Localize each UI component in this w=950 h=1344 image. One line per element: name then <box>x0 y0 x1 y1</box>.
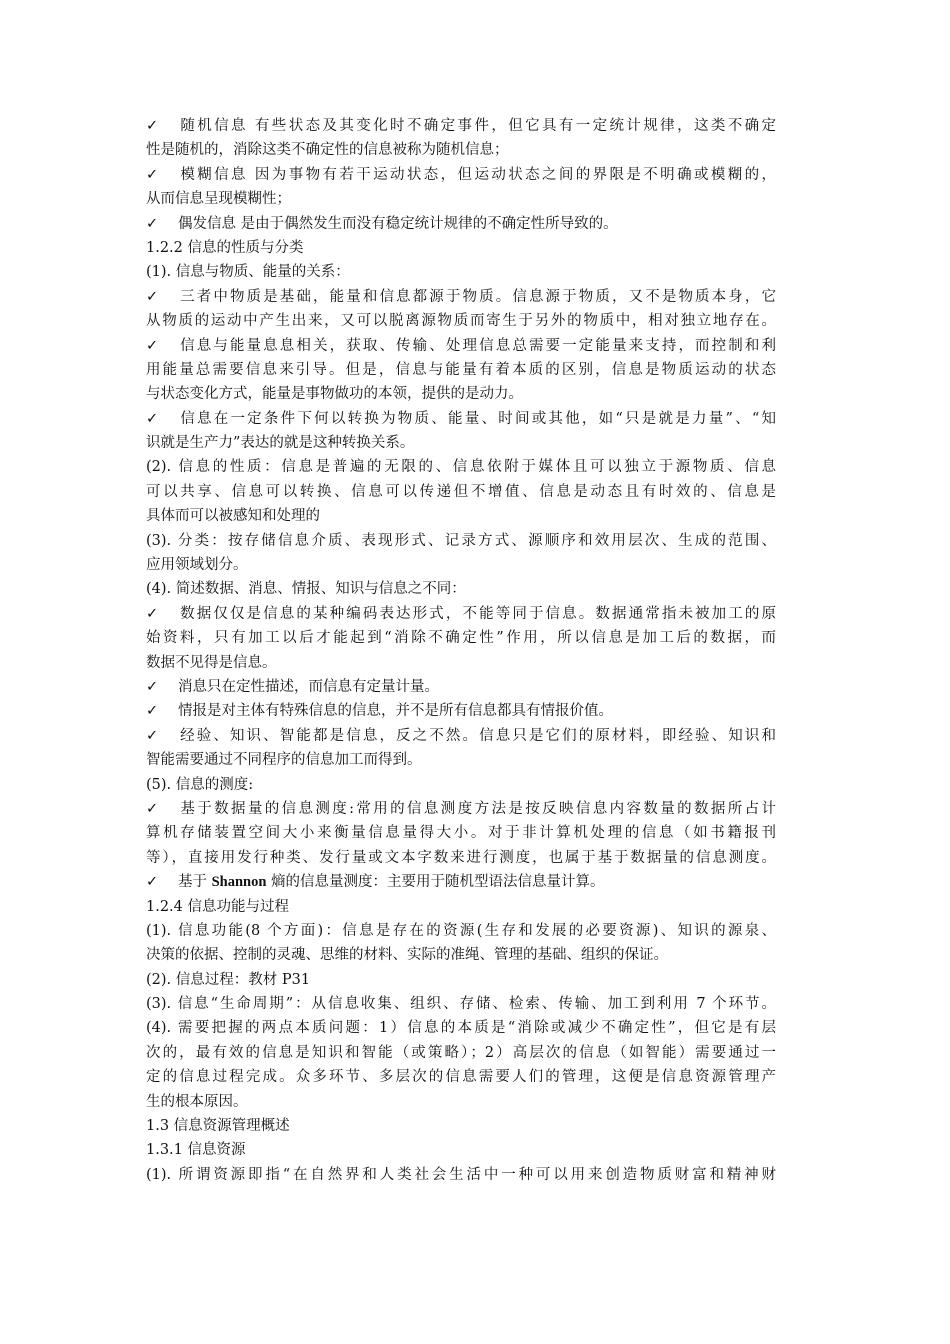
line-text: (2). 信息过程：教材 P31 <box>146 971 311 988</box>
line-text: 算机存储装置空间大小来衡量信息量得大小。对于非计算机处理的信息（如书籍报刊 <box>146 825 776 842</box>
text-line <box>146 1114 776 1138</box>
bullet-line <box>146 114 776 138</box>
text-line <box>146 919 776 943</box>
line-text: 1.3 信息资源管理概述 <box>146 1118 290 1135</box>
text-line <box>146 773 776 797</box>
checkmark-icon <box>146 724 178 748</box>
line-text: 基于 <box>178 874 212 891</box>
line-text: 信息与能量息息相关，获取、传输、处理信息总需要一定能量来支持，而控制和利 <box>178 337 776 354</box>
line-text: 从而信息呈现模糊性； <box>146 191 291 208</box>
line-text: (2). 信息的性质：信息是普遍的无限的、信息依附于媒体且可以独立于源物质、信息 <box>146 459 776 476</box>
text-line <box>146 553 776 577</box>
line-text: 可以共享、信息可以转换、信息可以传递但不增值、信息是动态且有时效的、信息是 <box>146 483 776 500</box>
line-text: 消息只在定性描述，而信息有定量计量。 <box>178 678 439 695</box>
line-text: (4). 简述数据、消息、情报、知识与信息之不同： <box>146 581 466 598</box>
bullet-line <box>146 870 776 894</box>
text-line <box>146 1090 776 1114</box>
line-text: 生的根本原因。 <box>146 1093 248 1110</box>
text-line <box>146 529 776 553</box>
line-text: 数据仅仅是信息的某种编码表达形式，不能等同于信息。数据通常指未被加工的原 <box>178 605 776 622</box>
line-text: 三者中物质是基础，能量和信息都源于物质。信息源于物质，又不是物质本身，它 <box>178 288 776 305</box>
text-line <box>146 968 776 992</box>
line-text: (1). 信息功能(8 个方面)：信息是存在的资源(生存和发展的必要资源)、知识的源泉、 <box>146 922 776 939</box>
checkmark-icon <box>146 163 178 187</box>
checkmark-icon <box>146 797 178 821</box>
line-text: (1). 所谓资源即指“在自然界和人类社会生活中一种可以用来创造物质财富和精神财 <box>146 1166 776 1183</box>
bullet-line <box>146 675 776 699</box>
line-text: 与状态变化方式，能量是事物做功的本领，提供的是动力。 <box>146 386 523 403</box>
line-text: (4). 需要把握的两点本质问题：1）信息的本质是“消除或减少不确定性”，但它是有层 <box>146 1020 776 1037</box>
text-line <box>146 821 776 845</box>
text-line <box>146 846 776 870</box>
text-line <box>146 236 776 260</box>
bold-term: Shannon <box>211 874 267 891</box>
checkmark-icon <box>146 212 178 236</box>
text-line <box>146 431 776 455</box>
text-line <box>146 504 776 528</box>
text-line <box>146 651 776 675</box>
line-text: 模糊信息 因为事物有若干运动状态，但运动状态之间的界限是不明确或模糊的， <box>178 166 776 183</box>
text-line <box>146 1138 776 1162</box>
checkmark-icon <box>146 285 178 309</box>
text-line <box>146 943 776 967</box>
line-text: 用能量总需要信息来引导。但是，信息与能量有着本质的区别，信息是物质运动的状态 <box>146 361 776 378</box>
document-page <box>146 114 776 1187</box>
bullet-line <box>146 334 776 358</box>
line-text: 具体而可以被感知和处理的 <box>146 508 320 525</box>
line-text: 次的，最有效的信息是知识和智能（或策略）；2）高层次的信息（如智能）需要通过一 <box>146 1044 776 1061</box>
checkmark-icon <box>146 407 178 431</box>
text-line <box>146 309 776 333</box>
text-line <box>146 455 776 479</box>
checkmark-icon <box>146 699 178 723</box>
line-text: 应用领域划分。 <box>146 557 248 574</box>
line-text: 1.2.4 信息功能与过程 <box>146 898 290 915</box>
line-text: 情报是对主体有特殊信息的信息，并不是所有信息都具有情报价值。 <box>178 703 613 720</box>
line-text: 数据不见得是信息。 <box>146 654 277 671</box>
line-text: 始资料，只有加工以后才能起到“消除不确定性”作用，所以信息是加工后的数据，而 <box>146 630 776 647</box>
line-text: 性是随机的，消除这类不确定性的信息被称为随机信息； <box>146 142 509 159</box>
text-line <box>146 895 776 919</box>
text-line <box>146 1065 776 1089</box>
line-text-cont: 熵的信息量测度：主要用于随机型语法信息量计算。 <box>266 874 605 891</box>
text-line <box>146 1041 776 1065</box>
bullet-line <box>146 212 776 236</box>
text-line <box>146 187 776 211</box>
checkmark-icon <box>146 675 178 699</box>
line-text: 识就是生产力”表达的就是这种转换关系。 <box>146 435 415 452</box>
bullet-line <box>146 699 776 723</box>
line-text: (3). 分类：按存储信息介质、表现形式、记录方式、源顺序和效用层次、生成的范围、 <box>146 532 776 549</box>
line-text: 定的信息过程完成。众多环节、多层次的信息需要人们的管理，这便是信息资源管理产 <box>146 1069 776 1086</box>
line-text: 经验、知识、智能都是信息，反之不然。信息只是它们的原材料，即经验、知识和 <box>178 727 776 744</box>
line-text: 基于数据量的信息测度:常用的信息测度方法是按反映信息内容数量的数据所占计 <box>178 800 776 817</box>
text-line <box>146 358 776 382</box>
checkmark-icon <box>146 870 178 894</box>
text-line <box>146 1163 776 1187</box>
text-line <box>146 382 776 406</box>
line-text: (5). 信息的测度: <box>146 776 254 793</box>
bullet-line <box>146 407 776 431</box>
line-text: 等），直接用发行种类、发行量或文本字数来进行测度，也属于基于数据量的信息测度。 <box>146 849 776 866</box>
line-text: (3). 信息“生命周期”：从信息收集、组织、存储、检索、传输、加工到利用 7 个环节。 <box>146 996 776 1013</box>
text-line <box>146 626 776 650</box>
bullet-line <box>146 285 776 309</box>
text-line <box>146 260 776 284</box>
checkmark-icon <box>146 334 178 358</box>
text-line <box>146 992 776 1016</box>
line-text: 1.2.2 信息的性质与分类 <box>146 239 304 256</box>
checkmark-icon <box>146 602 178 626</box>
line-text: 信息在一定条件下何以转换为物质、能量、时间或其他，如“只是就是力量”、“知 <box>178 410 776 427</box>
line-text: (1). 信息与物质、能量的关系： <box>146 264 350 281</box>
line-text: 偶发信息 是由于偶然发生而没有稳定统计规律的不确定性所导致的。 <box>178 215 618 232</box>
text-line <box>146 748 776 772</box>
text-line <box>146 480 776 504</box>
text-line <box>146 138 776 162</box>
bullet-line <box>146 797 776 821</box>
line-text: 1.3.1 信息资源 <box>146 1142 246 1159</box>
line-text: 决策的依据、控制的灵魂、思维的材料、实际的准绳、管理的基础、组织的保证。 <box>146 947 668 964</box>
checkmark-icon <box>146 114 178 138</box>
text-line <box>146 577 776 601</box>
line-text: 智能需要通过不同程序的信息加工而得到。 <box>146 752 422 769</box>
bullet-line <box>146 724 776 748</box>
bullet-line <box>146 602 776 626</box>
line-text: 从物质的运动中产生出来，又可以脱离源物质而寄生于另外的物质中，相对独立地存在。 <box>146 313 776 330</box>
text-line <box>146 1016 776 1040</box>
bullet-line <box>146 163 776 187</box>
line-text: 随机信息 有些状态及其变化时不确定事件，但它具有一定统计规律，这类不确定 <box>178 118 776 134</box>
